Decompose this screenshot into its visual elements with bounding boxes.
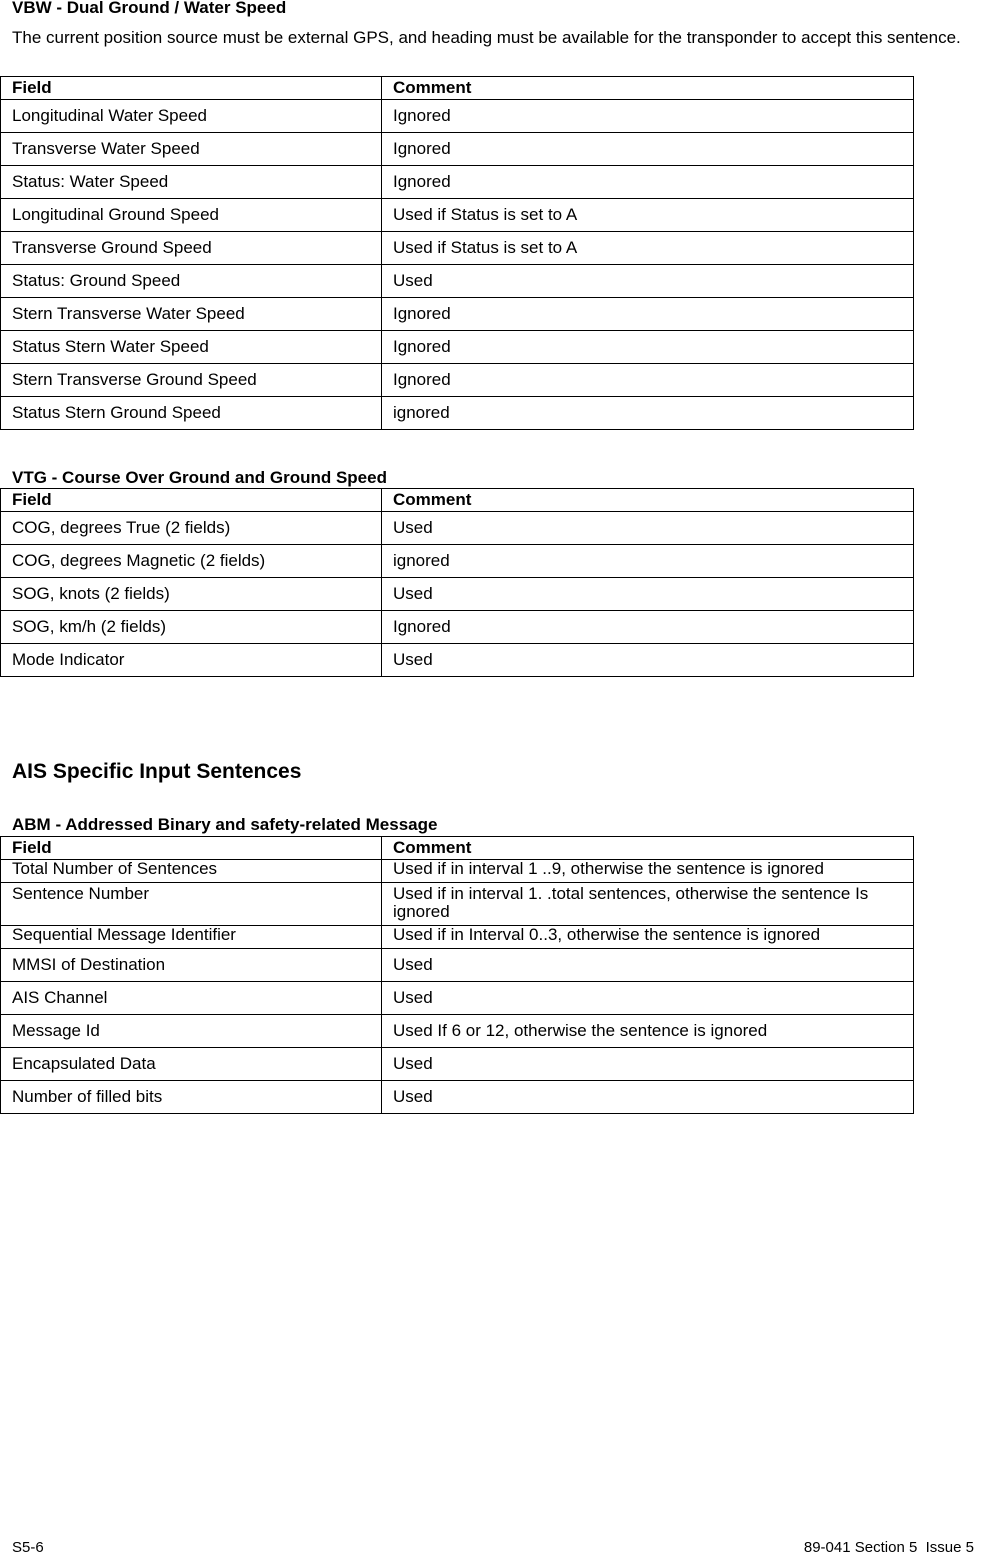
comment-cell: ignored xyxy=(382,397,914,430)
field-cell: SOG, km/h (2 fields) xyxy=(1,611,382,644)
comment-cell: Ignored xyxy=(382,364,914,397)
abm-heading: ABM - Addressed Binary and safety-related Message xyxy=(12,815,438,834)
comment-cell: Ignored xyxy=(382,611,914,644)
comment-cell: Used xyxy=(382,982,914,1015)
comment-cell: Used xyxy=(382,265,914,298)
field-cell: Sentence Number xyxy=(1,883,382,926)
table-row xyxy=(1,265,914,298)
page-number: S5-6 xyxy=(12,1539,44,1556)
table-row xyxy=(1,397,914,430)
vbw-table xyxy=(0,76,914,430)
field-cell: Encapsulated Data xyxy=(1,1048,382,1081)
field-cell: Transverse Ground Speed xyxy=(1,232,382,265)
field-cell: COG, degrees True (2 fields) xyxy=(1,512,382,545)
table-row xyxy=(1,1015,914,1048)
comment-cell: Used If 6 or 12, otherwise the sentence is ignored xyxy=(382,1015,914,1048)
table-row xyxy=(1,133,914,166)
comment-cell: Used xyxy=(382,578,914,611)
vtg-heading: VTG - Course Over Ground and Ground Speed xyxy=(12,468,387,487)
table-row xyxy=(1,1081,914,1114)
table-row xyxy=(1,644,914,677)
table-row xyxy=(1,860,914,883)
comment-cell: Used xyxy=(382,1081,914,1114)
comment-cell: Used if in interval 1 ..9, otherwise the sentence is ignored xyxy=(382,860,914,883)
comment-cell: Used if in interval 1. .total sentences, otherwise the sentence Is ignored xyxy=(382,883,914,926)
field-cell: Status: Ground Speed xyxy=(1,265,382,298)
table-row xyxy=(1,1048,914,1081)
comment-cell: Ignored xyxy=(382,100,914,133)
field-cell: Message Id xyxy=(1,1015,382,1048)
field-cell: MMSI of Destination xyxy=(1,949,382,982)
field-cell: Status Stern Ground Speed xyxy=(1,397,382,430)
table-row xyxy=(1,545,914,578)
comment-cell: Used xyxy=(382,512,914,545)
field-cell: Transverse Water Speed xyxy=(1,133,382,166)
table-row xyxy=(1,166,914,199)
field-cell: Status Stern Water Speed xyxy=(1,331,382,364)
table-header-row xyxy=(1,489,914,512)
abm-table xyxy=(0,836,914,1114)
vbw-heading: VBW - Dual Ground / Water Speed xyxy=(12,0,287,17)
field-cell: Total Number of Sentences xyxy=(1,860,382,883)
vtg-table xyxy=(0,488,914,677)
field-column-header: Field xyxy=(1,489,382,512)
comment-column-header: Comment xyxy=(382,77,914,100)
comment-cell: Ignored xyxy=(382,298,914,331)
comment-cell: ignored xyxy=(382,545,914,578)
field-cell: SOG, knots (2 fields) xyxy=(1,578,382,611)
comment-cell: Ignored xyxy=(382,166,914,199)
table-row xyxy=(1,199,914,232)
comment-cell: Ignored xyxy=(382,331,914,364)
table-row xyxy=(1,512,914,545)
field-cell: COG, degrees Magnetic (2 fields) xyxy=(1,545,382,578)
comment-cell: Used xyxy=(382,644,914,677)
table-row xyxy=(1,232,914,265)
vbw-intro-text: The current position source must be external GPS, and heading must be available for the transponder to accept this sentence. xyxy=(12,28,961,47)
comment-cell: Used xyxy=(382,1048,914,1081)
comment-cell: Used if in Interval 0..3, otherwise the sentence is ignored xyxy=(382,926,914,949)
table-row xyxy=(1,883,914,926)
comment-cell: Ignored xyxy=(382,133,914,166)
field-cell: Sequential Message Identifier xyxy=(1,926,382,949)
section-title: AIS Specific Input Sentences xyxy=(12,760,302,783)
table-row xyxy=(1,100,914,133)
table-header-row xyxy=(1,77,914,100)
comment-cell: Used xyxy=(382,949,914,982)
table-row xyxy=(1,578,914,611)
table-row xyxy=(1,611,914,644)
table-row xyxy=(1,331,914,364)
comment-cell: Used if Status is set to A xyxy=(382,199,914,232)
comment-cell: Used if Status is set to A xyxy=(382,232,914,265)
field-cell: Stern Transverse Ground Speed xyxy=(1,364,382,397)
comment-column-header: Comment xyxy=(382,837,914,860)
field-cell: Stern Transverse Water Speed xyxy=(1,298,382,331)
field-cell: Longitudinal Water Speed xyxy=(1,100,382,133)
field-cell: Status: Water Speed xyxy=(1,166,382,199)
document-reference: 89-041 Section 5 Issue 5 xyxy=(803,1539,974,1556)
field-column-header: Field xyxy=(1,77,382,100)
table-row xyxy=(1,926,914,949)
table-row xyxy=(1,298,914,331)
field-cell: Mode Indicator xyxy=(1,644,382,677)
table-row xyxy=(1,364,914,397)
comment-column-header: Comment xyxy=(382,489,914,512)
field-cell: AIS Channel xyxy=(1,982,382,1015)
table-row xyxy=(1,949,914,982)
field-cell: Number of filled bits xyxy=(1,1081,382,1114)
table-row xyxy=(1,982,914,1015)
field-cell: Longitudinal Ground Speed xyxy=(1,199,382,232)
field-column-header: Field xyxy=(1,837,382,860)
table-header-row xyxy=(1,837,914,860)
